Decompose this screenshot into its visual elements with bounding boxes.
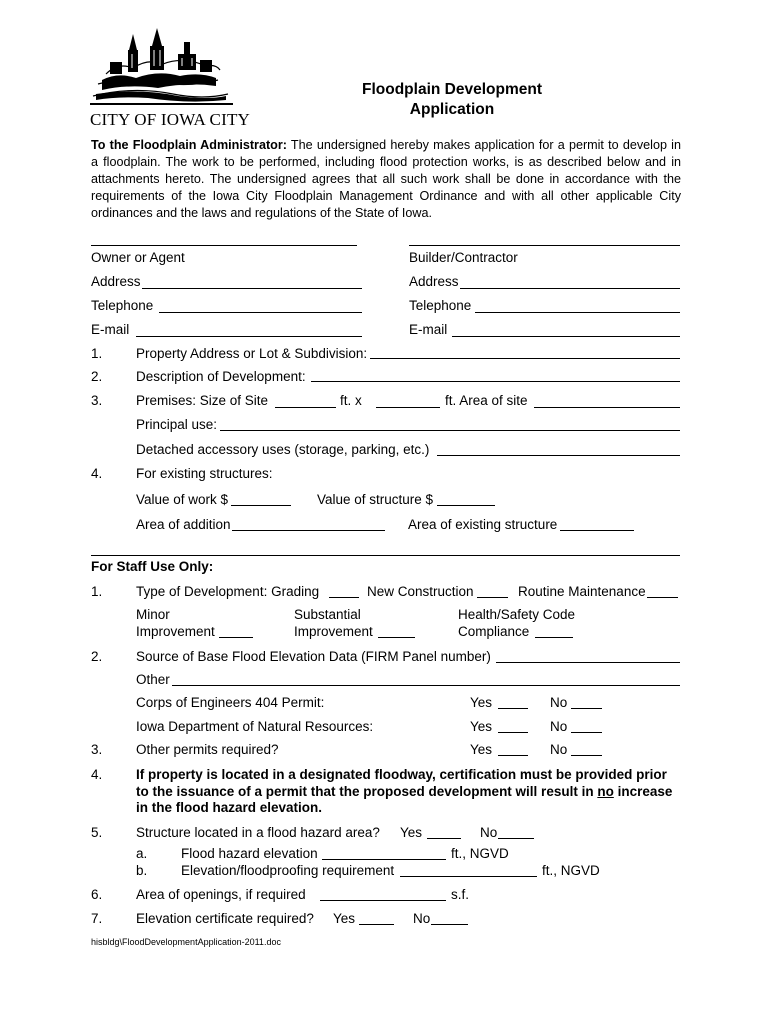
flood-hazard-elevation-label: Flood hazard elevation [181,846,318,861]
area-of-addition-label: Area of addition [136,517,231,532]
type-of-development-label: Type of Development: Grading [136,584,320,599]
flood-hazard-elevation-field[interactable] [322,859,446,860]
detached-uses-label: Detached accessory uses (storage, parking, etc.) [136,442,430,457]
item-number: 6. [91,887,103,902]
owner-name-field[interactable] [91,245,357,246]
other-label: Other [136,672,170,687]
ft-ngvd-label: ft., NGVD [542,863,600,878]
floodway-no-emphasis: no [597,784,614,799]
owner-email-label: E-mail [91,322,130,337]
owner-telephone-field[interactable] [159,312,362,313]
floodway-text-b: increase [613,784,673,799]
staff-heading: For Staff Use Only: [91,559,214,574]
floodway-text-a: to the issuance of a permit that the proposed development will result in [136,784,598,799]
structure-located-label: Structure located in a flood hazard area? [136,825,380,840]
minor-improvement-field[interactable] [219,637,253,638]
substantial-improvement-field[interactable] [378,637,415,638]
other-field[interactable] [172,685,680,686]
area-existing-label: Area of existing structure [408,517,558,532]
corps-no-label: No [550,695,568,710]
elevation-certificate-label: Elevation certificate required? [136,911,314,926]
page-title: Floodplain Development [362,81,542,98]
grading-field[interactable] [329,597,359,598]
dnr-yes-field[interactable] [498,732,528,733]
elevation-requirement-field[interactable] [400,876,537,877]
site-size-x-field[interactable] [275,407,336,408]
builder-email-field[interactable] [452,336,680,337]
other-permits-yes-label: Yes [470,742,493,757]
minor-improvement-label: Improvement [136,624,215,639]
corps-permit-label: Corps of Engineers 404 Permit: [136,695,325,710]
intro-lead: To the Floodplain Administrator: [91,138,287,152]
openings-label: Area of openings, if required [136,887,306,902]
owner-telephone-label: Telephone [91,298,154,313]
item-number: 5. [91,825,103,840]
substantial-label: Substantial [294,607,361,622]
builder-telephone-field[interactable] [475,312,680,313]
routine-maintenance-field[interactable] [647,597,678,598]
item-number: 7. [91,911,103,926]
builder-address-label: Address [409,274,459,289]
builder-name-field[interactable] [409,245,680,246]
other-permits-no-label: No [550,742,568,757]
sub-item-letter: b. [136,863,148,878]
floodway-notice-line1: If property is located in a designated floodway, certification must be provided prior [136,767,667,782]
detached-uses-field[interactable] [437,455,680,456]
page-subtitle: Application [409,101,495,118]
owner-address-label: Address [91,274,141,289]
new-construction-label: New Construction [367,584,474,599]
description-field[interactable] [311,381,680,382]
minor-label: Minor [136,607,170,622]
floodway-notice-line2 [136,784,672,799]
corps-no-field[interactable] [571,708,602,709]
ft-x-label: ft. x [340,393,362,408]
base-flood-field[interactable] [496,662,680,663]
compliance-label: Compliance [458,624,530,639]
iowa-dnr-label: Iowa Department of Natural Resources: [136,719,374,734]
intro-text: The undersigned hereby makes application for a permit to develop in a floodplain. The work to be performed, including flood protection works, is as described below and in attachments hereto. The undersigned agrees that all such work shall be done in accordance with the requirements of the Iowa City Floodplain Management Ordinance and with all other applicable City ordinances and the laws and regulations of the State of Iowa. [91,138,681,220]
builder-label: Builder/Contractor [409,250,518,265]
sf-label: s.f. [451,887,470,902]
description-label: Description of Development: [136,369,306,384]
site-size-y-field[interactable] [376,407,440,408]
area-of-site-label: ft. Area of site [445,393,528,408]
city-name: CITY OF IOWA CITY [90,110,251,129]
dnr-yes-label: Yes [470,719,493,734]
certificate-no-field[interactable] [431,924,468,925]
floodway-notice-line3: in the flood hazard elevation. [136,800,323,815]
other-permits-no-field[interactable] [571,755,602,756]
value-of-structure-field[interactable] [437,505,495,506]
section-divider [91,555,680,556]
property-address-field[interactable] [370,358,680,359]
item-number: 2. [91,369,103,384]
owner-label: Owner or Agent [91,250,185,265]
substantial-improvement-label: Improvement [294,624,373,639]
value-of-work-field[interactable] [231,505,291,506]
area-of-site-field[interactable] [534,407,680,408]
base-flood-label: Source of Base Flood Elevation Data (FIRM Panel number) [136,649,491,664]
item-number: 3. [91,393,103,408]
principal-use-field[interactable] [220,430,680,431]
routine-maintenance-label: Routine Maintenance [518,584,646,599]
item-number: 3. [91,742,103,757]
structure-no-field[interactable] [498,838,534,839]
area-existing-field[interactable] [560,530,634,531]
structure-yes-field[interactable] [427,838,461,839]
certificate-no-label: No [413,911,431,926]
compliance-field[interactable] [535,637,573,638]
openings-field[interactable] [320,900,446,901]
existing-structures-label: For existing structures: [136,466,273,481]
document-footer: hisbldg\FloodDevelopmentApplication-2011.doc [91,937,281,947]
elevation-requirement-label: Elevation/floodproofing requirement [181,863,395,878]
value-of-work-label: Value of work $ [136,492,229,507]
structure-no-label: No [480,825,498,840]
corps-yes-field[interactable] [498,708,528,709]
item-number: 2. [91,649,103,664]
certificate-yes-label: Yes [333,911,356,926]
item-number: 4. [91,466,103,481]
ft-ngvd-label: ft., NGVD [451,846,509,861]
item-number: 1. [91,346,103,361]
other-permits-label: Other permits required? [136,742,279,757]
corps-yes-label: Yes [470,695,493,710]
premises-label: Premises: Size of Site [136,393,269,408]
other-permits-yes-field[interactable] [498,755,528,756]
structure-yes-label: Yes [400,825,423,840]
owner-address-field[interactable] [142,288,362,289]
area-of-addition-field[interactable] [232,530,385,531]
builder-email-label: E-mail [409,322,448,337]
certificate-yes-field[interactable] [359,924,394,925]
principal-use-label: Principal use: [136,417,218,432]
health-safety-label: Health/Safety Code [458,607,576,622]
property-address-label: Property Address or Lot & Subdivision: [136,346,368,361]
sub-item-letter: a. [136,846,148,861]
value-of-structure-label: Value of structure $ [317,492,434,507]
dnr-no-label: No [550,719,568,734]
builder-address-field[interactable] [460,288,680,289]
owner-email-field[interactable] [136,336,362,337]
new-construction-field[interactable] [477,597,508,598]
item-number: 4. [91,767,103,782]
builder-telephone-label: Telephone [409,298,472,313]
dnr-no-field[interactable] [571,732,602,733]
item-number: 1. [91,584,103,599]
intro-paragraph [91,137,681,222]
